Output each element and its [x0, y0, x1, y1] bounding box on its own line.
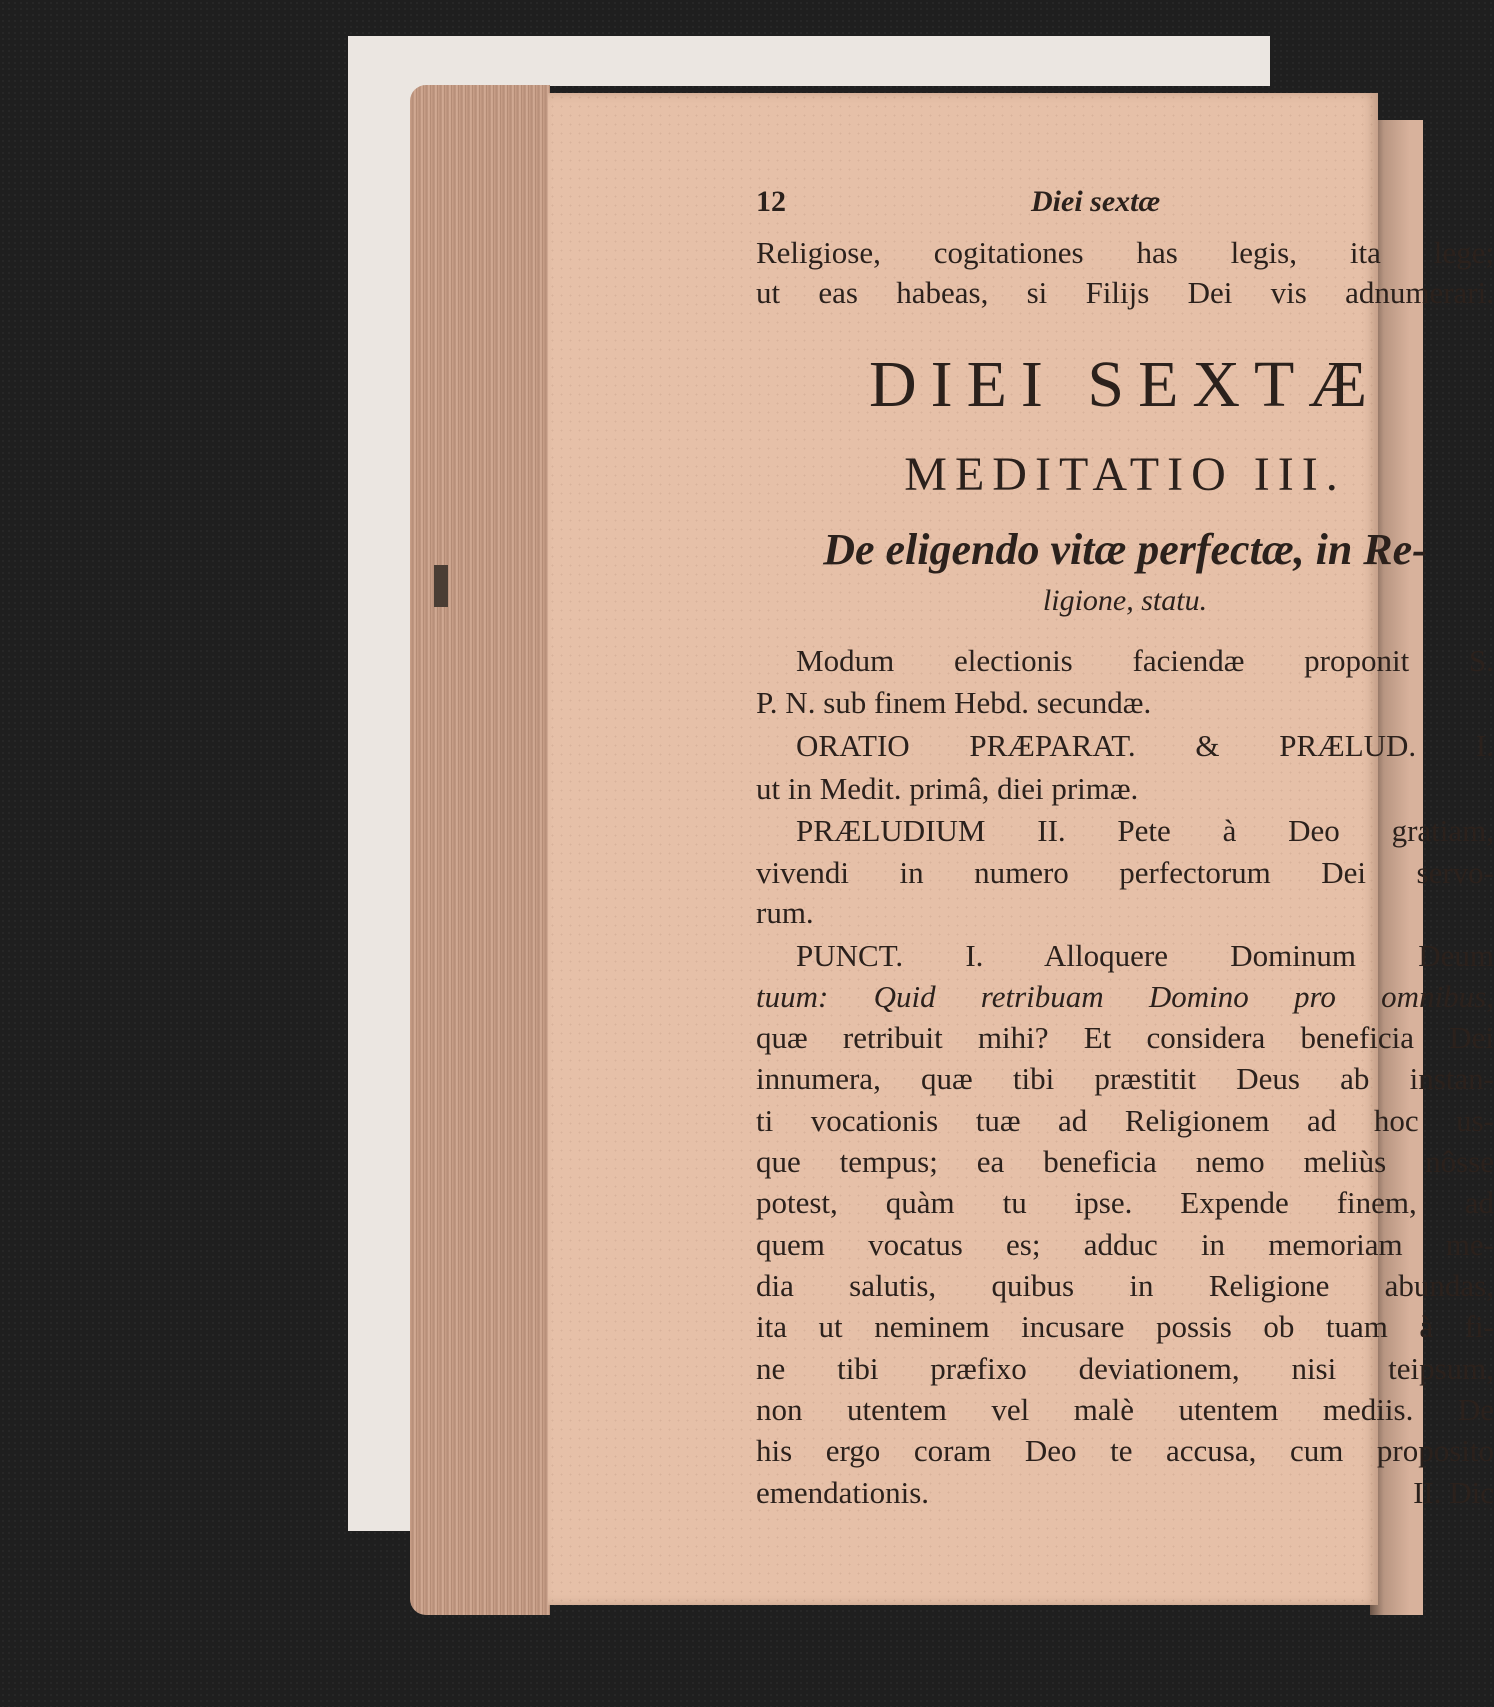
body-line: ut in Medit. primâ, diei primæ.	[756, 771, 1139, 806]
page-edges	[410, 85, 550, 1615]
last-line-left: emendationis.	[756, 1475, 930, 1510]
subtitle-line-2: ligione, statu.	[1042, 584, 1208, 617]
body-line: dia salutis, quibus in Religione abundas,	[756, 1268, 1494, 1303]
book	[410, 85, 1494, 1615]
intro-line: ut eas habeas, si Filijs Dei vis adnumerari.	[756, 275, 1494, 310]
body-line: innumera, quæ tibi præstitit Deus ab instan-	[756, 1061, 1494, 1096]
title-line-2: MEDITATIO III.	[904, 448, 1346, 501]
body-line: potest, quàm tu ipse. Expende finem, ad	[756, 1185, 1494, 1220]
body-line: rum.	[756, 895, 814, 930]
page-header	[756, 185, 1494, 225]
body-line: ne tibi præfixo deviationem, nisi teipsum,	[756, 1351, 1494, 1386]
body-line: non utentem vel malè utentem mediis. De	[756, 1392, 1494, 1427]
spine-mark	[434, 565, 448, 607]
backing-card-top	[348, 36, 1270, 86]
book-page	[548, 93, 1494, 1605]
body-line: PRÆLUDIUM II. Pete à Deo gratiam,	[796, 813, 1494, 848]
running-title: Diei sextæ	[1031, 185, 1161, 218]
body-line: P. N. sub finem Hebd. secundæ.	[756, 685, 1152, 720]
catchword: II. Dic	[1413, 1475, 1494, 1510]
body-line: quem vocatus es; adduc in memoriam me-	[756, 1227, 1494, 1262]
subtitle-line-1: De eligendo vitæ perfectæ, in Re-	[823, 525, 1427, 574]
body-line: vivendi in numero perfectorum Dei servo-	[756, 855, 1494, 890]
body-line: Modum electionis faciendæ proponit S.	[796, 643, 1494, 678]
last-line	[756, 1473, 1494, 1513]
intro-line: Religiose, cogitationes has legis, ita lege;	[756, 235, 1494, 270]
body-line: ti vocationis tuæ ad Religionem ad hoc us-	[756, 1103, 1494, 1138]
body-line: tuum: Quid retribuam Domino pro omnibus,	[756, 979, 1494, 1014]
body-line: que tempus; ea beneficia nemo meliùs nôsse	[756, 1144, 1494, 1179]
page-number: 12	[756, 185, 786, 218]
title-line-1: DIEI SEXTÆ	[868, 348, 1382, 421]
body-line: ita ut neminem incusare possis ob tuam à fi-	[756, 1309, 1494, 1344]
body-line: ORATIO PRÆPARAT. & PRÆLUD. I.	[796, 728, 1494, 763]
body-line: quæ retribuit mihi? Et considera beneficia Dei	[756, 1020, 1494, 1055]
body-line: PUNCT. I. Alloquere Dominum Deum	[796, 938, 1494, 973]
body-line: his ergo coram Deo te accusa, cum proposito	[756, 1433, 1494, 1468]
